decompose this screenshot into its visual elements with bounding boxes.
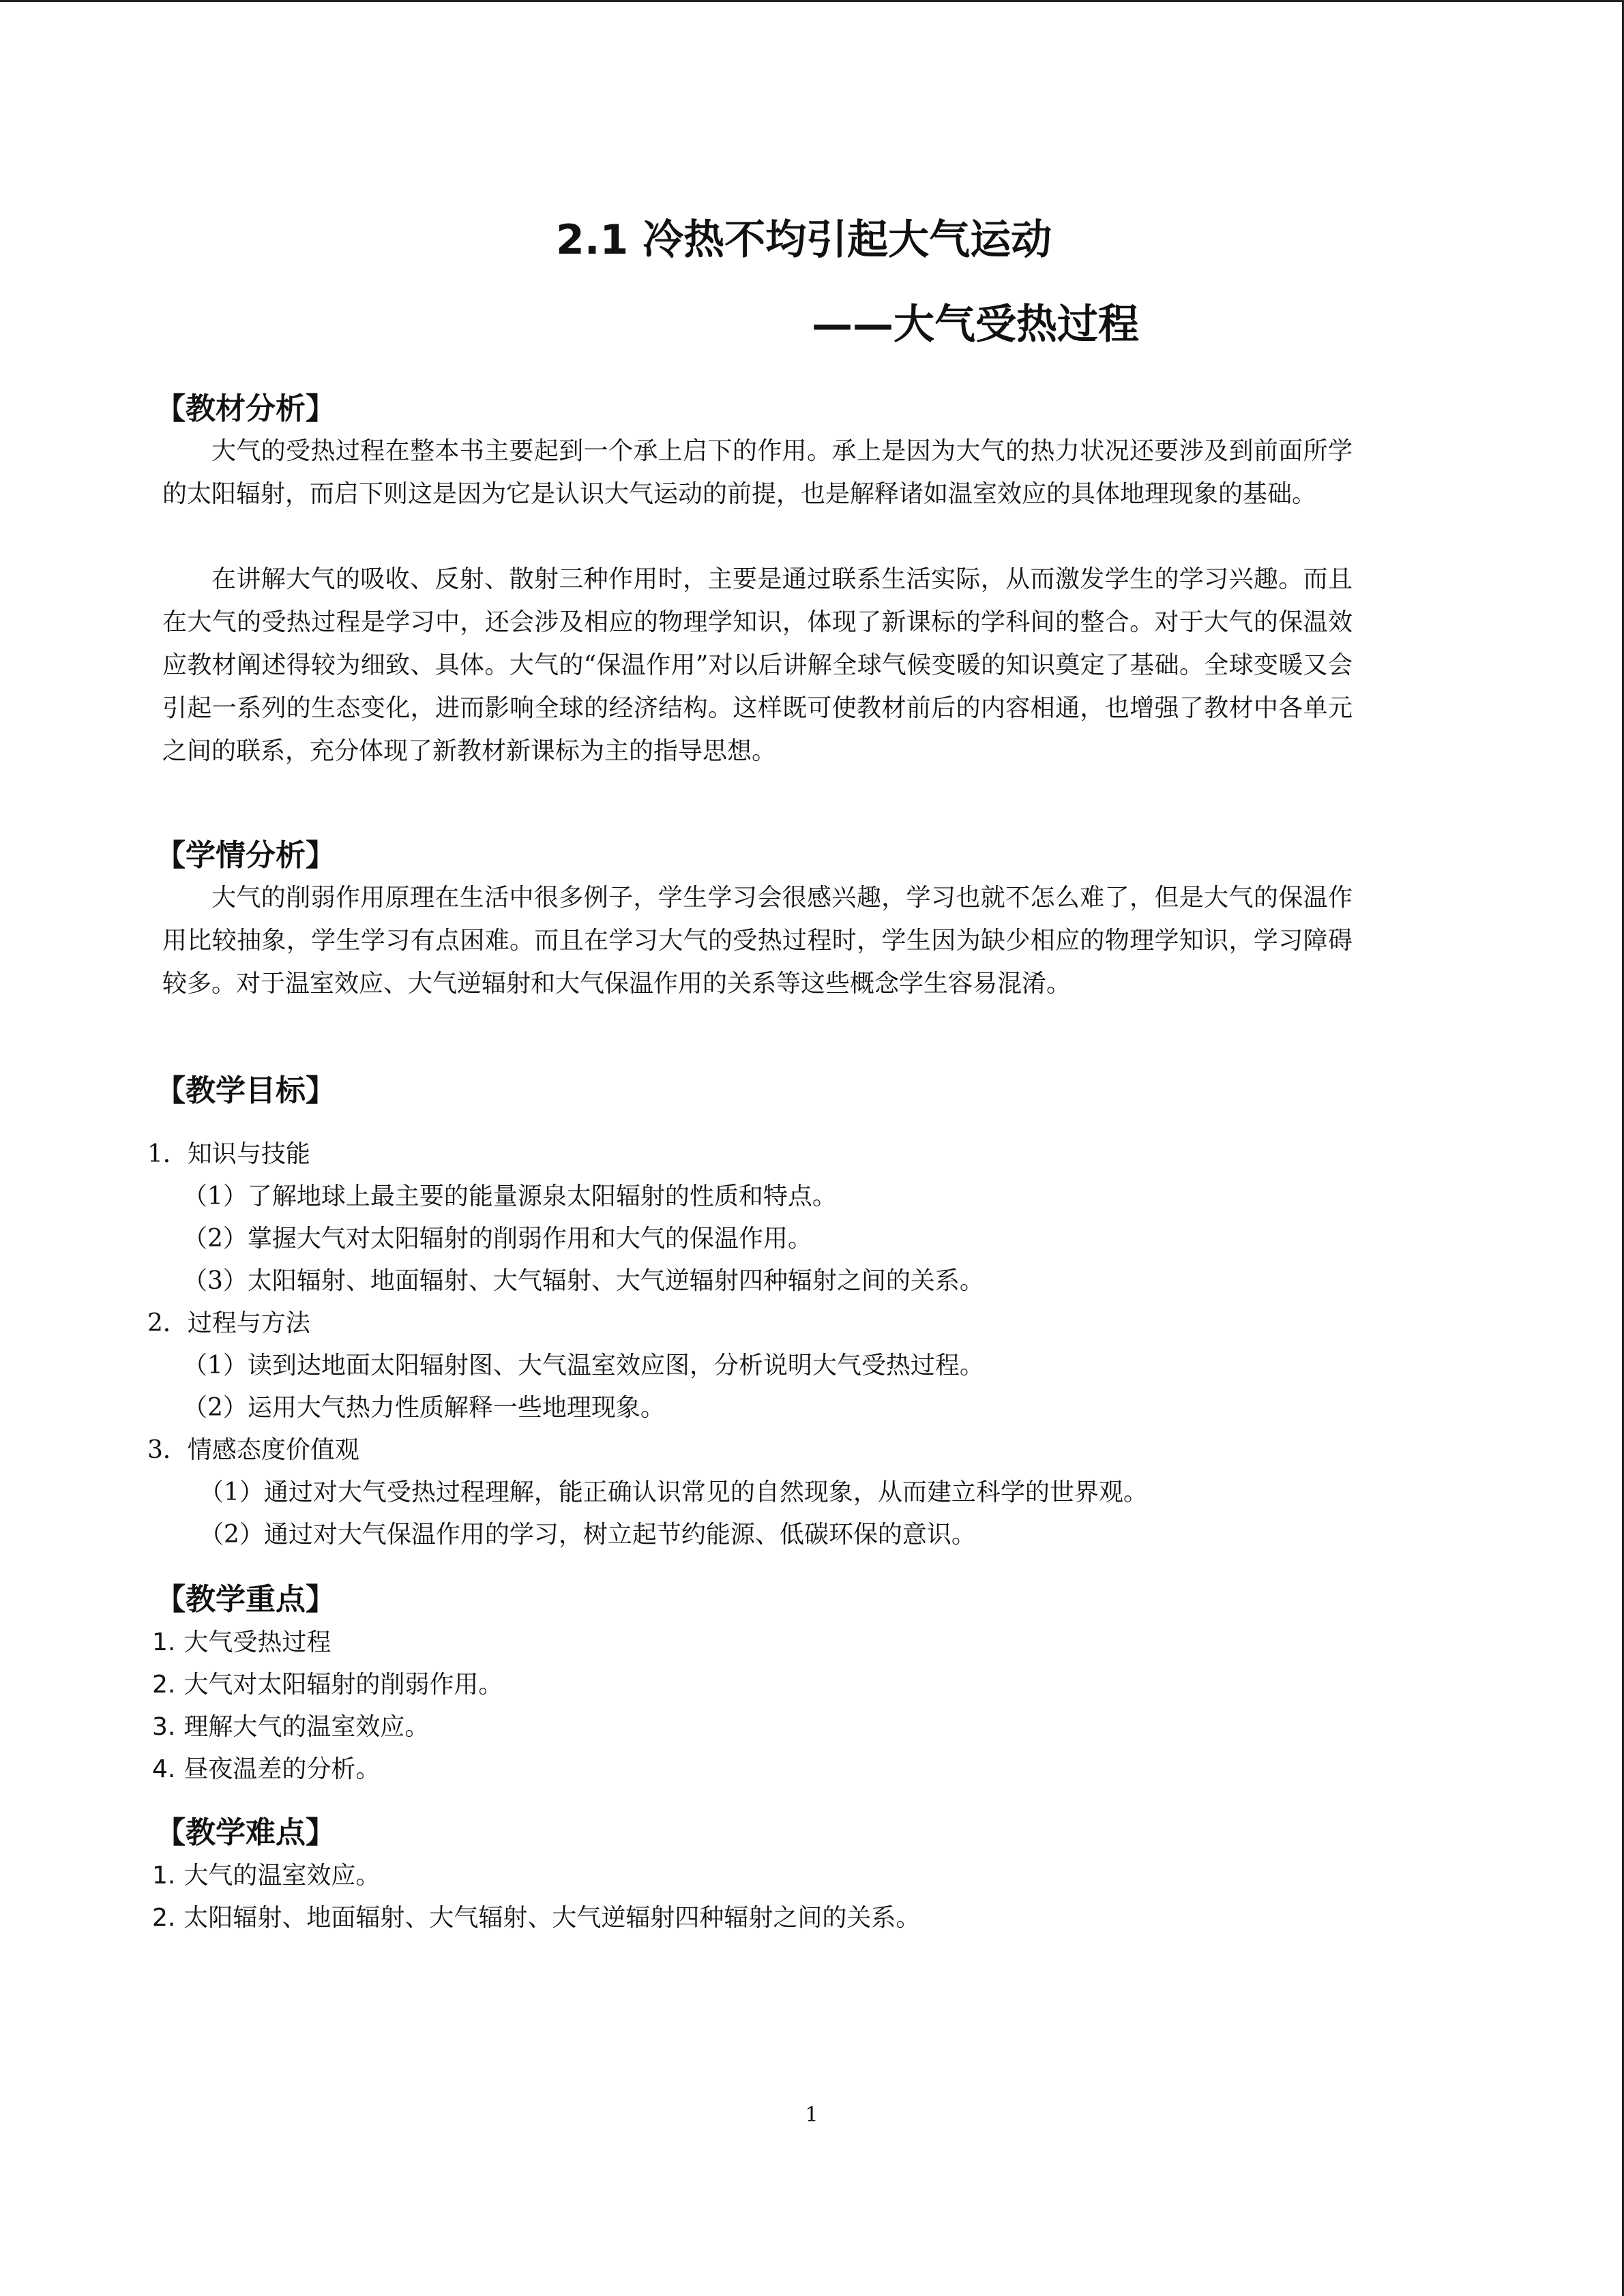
page-border-top	[0, 0, 1624, 2]
list-number: 2.	[152, 1904, 176, 1932]
key-point-item	[152, 1753, 380, 1787]
difficulty-item	[152, 1901, 920, 1935]
difficulty-item	[152, 1859, 380, 1893]
document-title: 2.1 冷热不均引起大气运动	[556, 216, 1052, 264]
goal-item: （2）通过对大气保温作用的学习，树立起节约能源、低碳环保的意识。	[199, 1521, 976, 1549]
list-number: 2.	[152, 1671, 176, 1699]
goal-item: （2）运用大气热力性质解释一些地理现象。	[183, 1394, 665, 1422]
list-number: 1.	[152, 1628, 176, 1656]
key-point-item	[152, 1626, 331, 1660]
key-point-item	[152, 1668, 503, 1702]
key-point-item	[152, 1710, 429, 1744]
section-heading-textbook-analysis: 【教材分析】	[156, 391, 336, 426]
goal-item: （2）掌握大气对太阳辐射的削弱作用和大气的保温作用。	[183, 1225, 812, 1253]
goal-group-attitude: 3．情感态度价值观	[147, 1436, 359, 1464]
list-text: 太阳辐射、地面辐射、大气辐射、大气逆辐射四种辐射之间的关系。	[183, 1904, 921, 1932]
list-text: 理解大气的温室效应。	[183, 1713, 430, 1741]
textbook-analysis-paragraph-1: 大气的受热过程在整本书主要起到一个承上启下的作用。承上是因为大气的热力状况还要涉及到前面所学的太阳辐射，而启下则这是因为它是认识大气运动的前提，也是解释诸如温室效应的具体地理现象的基础。	[162, 437, 1353, 508]
list-text: 昼夜温差的分析。	[183, 1755, 381, 1783]
textbook-analysis-paragraph-2: 在讲解大气的吸收、反射、散射三种作用时，主要是通过联系生活实际，从而激发学生的学习兴趣。而且在大气的受热过程是学习中，还会涉及相应的物理学知识，体现了新课标的学科间的整合。对于大气的保温效应教材阐述得较为细致、具体。大气的“保温作用”对以后讲解全球气候变暖的知识奠定了基础。全球变暖又会引起一系列的生态变化，进而影响全球的经济结构。这样既可使教材前后的内容相通，也增强了教材中各单元之间的联系，充分体现了新教材新课标为主的指导思想。	[162, 565, 1353, 765]
list-number: 3.	[152, 1713, 176, 1741]
goal-item: （1）通过对大气受热过程理解，能正确认识常见的自然现象，从而建立科学的世界观。	[199, 1478, 1148, 1506]
section-heading-teaching-goals: 【教学目标】	[156, 1073, 336, 1108]
list-number: 4.	[152, 1755, 176, 1783]
list-text: 大气受热过程	[183, 1628, 331, 1656]
goal-group-process: 2．过程与方法	[147, 1309, 310, 1337]
list-text: 大气的温室效应。	[183, 1862, 381, 1890]
document-subtitle: ——大气受热过程	[812, 301, 1139, 348]
goal-group-knowledge: 1．知识与技能	[147, 1140, 310, 1168]
page-number: 1	[805, 2103, 818, 2127]
list-text: 大气对太阳辐射的削弱作用。	[183, 1671, 503, 1699]
goal-item: （1）了解地球上最主要的能量源泉太阳辐射的性质和特点。	[183, 1182, 837, 1210]
section-heading-student-analysis: 【学情分析】	[156, 838, 336, 873]
student-analysis-paragraph: 大气的削弱作用原理在生活中很多例子，学生学习会很感兴趣，学习也就不怎么难了，但是大气的保温作用比较抽象，学生学习有点困难。而且在学习大气的受热过程时，学生因为缺少相应的物理学知识，学习障碍较多。对于温室效应、大气逆辐射和大气保温作用的关系等这些概念学生容易混淆。	[162, 884, 1353, 998]
section-heading-key-points: 【教学重点】	[156, 1582, 336, 1617]
goal-item: （3）太阳辐射、地面辐射、大气辐射、大气逆辐射四种辐射之间的关系。	[183, 1267, 984, 1295]
section-heading-difficulties: 【教学难点】	[156, 1815, 336, 1850]
goal-item: （1）读到达地面太阳辐射图、大气温室效应图，分析说明大气受热过程。	[183, 1352, 984, 1380]
list-number: 1.	[152, 1862, 176, 1890]
